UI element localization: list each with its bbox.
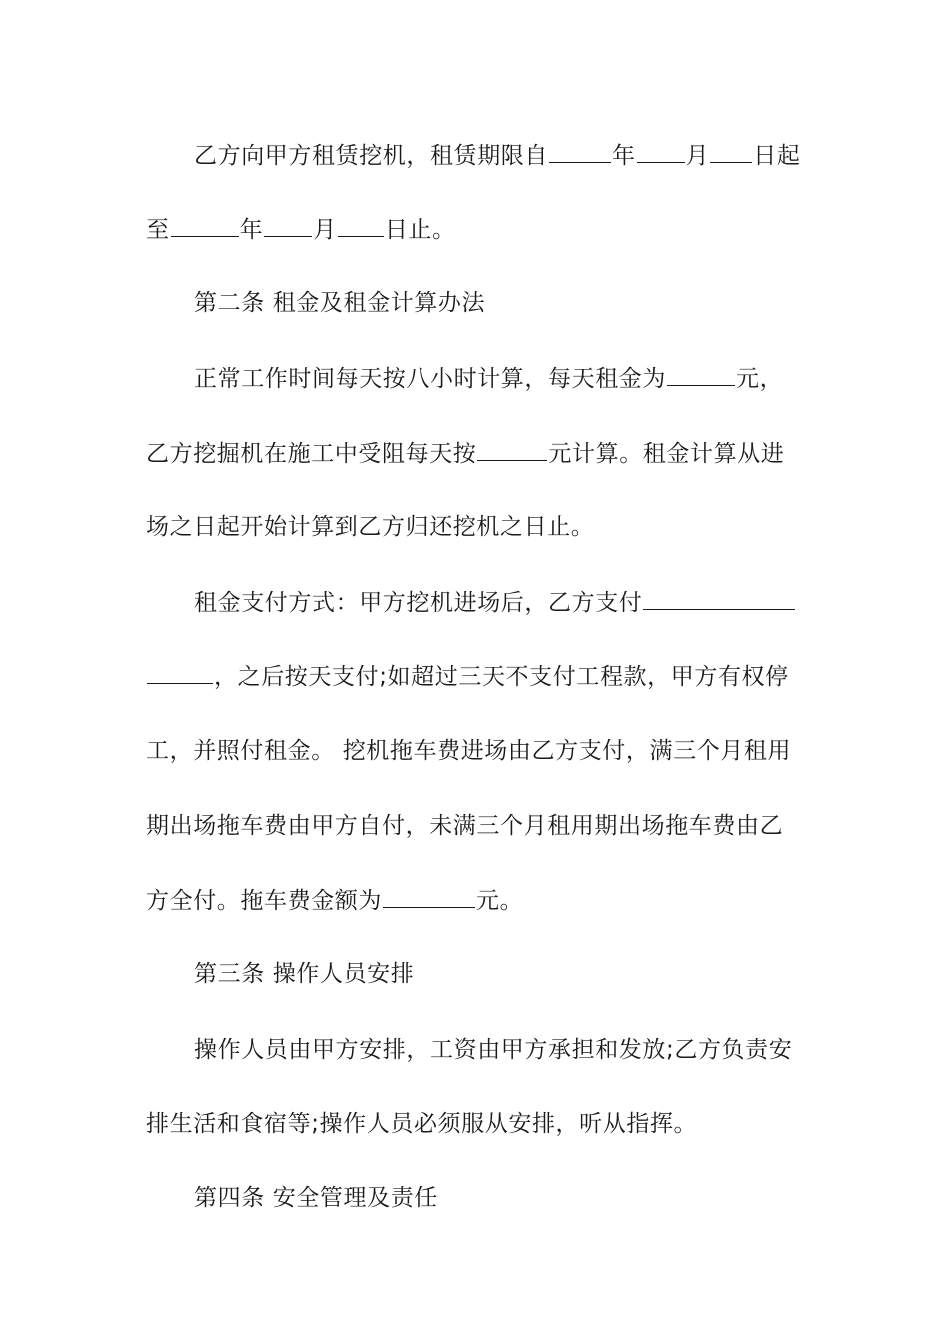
text-line-rent-period: 场之日起开始计算到乙方归还挖机之日止。 xyxy=(146,514,595,540)
text-line-payment-terms xyxy=(146,661,816,692)
text-segment: 至 xyxy=(146,217,170,243)
text-segment: 元， xyxy=(736,366,784,392)
text-segment: 月 xyxy=(313,217,337,243)
blank-start-day xyxy=(710,140,752,163)
text-segment: 年 xyxy=(612,143,636,169)
blank-payment-amount xyxy=(643,587,795,610)
text-segment: 月 xyxy=(685,143,710,169)
text-line-obstruction-rate xyxy=(146,438,816,469)
blank-start-year xyxy=(549,140,611,163)
text-segment: 日止。 xyxy=(384,217,456,243)
text-segment: 正常工作时间每天按八小时计算，每天租金为 xyxy=(194,366,666,392)
text-segment: 乙方挖掘机在施工中受阻每天按 xyxy=(146,441,477,467)
text-line-daily-rent xyxy=(194,363,864,394)
blank-start-month xyxy=(637,140,685,163)
text-segment: 元计算。租金计算从进 xyxy=(548,441,785,467)
text-segment: 乙方向甲方租赁挖机，租赁期限自 xyxy=(194,143,548,169)
text-segment: 日起 xyxy=(753,143,801,169)
blank-end-month xyxy=(264,214,312,237)
text-line-lease-end xyxy=(146,214,816,245)
blank-trailer-amount xyxy=(383,885,475,908)
text-line-trailer-amount xyxy=(146,885,816,916)
section-heading-article-4: 第四条 安全管理及责任 xyxy=(194,1185,438,1211)
blank-end-day xyxy=(338,214,384,237)
text-line-trailer-fee: 工，并照付租金。 挖机拖车费进场由乙方支付，满三个月租用 xyxy=(146,738,792,764)
blank-end-year xyxy=(171,214,239,237)
text-segment: 方全付。拖车费金额为 xyxy=(146,888,382,914)
text-segment: ，之后按天支付;如超过三天不支付工程款，甲方有权停 xyxy=(214,664,789,690)
blank-obstruction-rate xyxy=(477,438,547,461)
blank-payment-amount-cont xyxy=(147,661,213,684)
text-line-payment-method xyxy=(194,587,864,618)
blank-daily-rent xyxy=(667,363,735,386)
section-heading-article-3: 第三条 操作人员安排 xyxy=(194,961,415,987)
text-line-operators-cont: 排生活和食宿等;操作人员必须服从安排，听从指挥。 xyxy=(146,1111,698,1137)
section-heading-article-2: 第二条 租金及租金计算办法 xyxy=(194,290,486,316)
text-segment: 元。 xyxy=(476,888,524,914)
text-line-operators: 操作人员由甲方安排，工资由甲方承担和发放;乙方负责安 xyxy=(194,1037,793,1063)
text-segment: 租金支付方式：甲方挖机进场后，乙方支付 xyxy=(194,590,643,616)
text-line-lease-term xyxy=(194,140,864,171)
text-segment: 年 xyxy=(239,217,264,243)
text-line-trailer-fee-cont: 期出场拖车费由甲方自付，未满三个月租用期出场拖车费由乙 xyxy=(146,813,784,839)
